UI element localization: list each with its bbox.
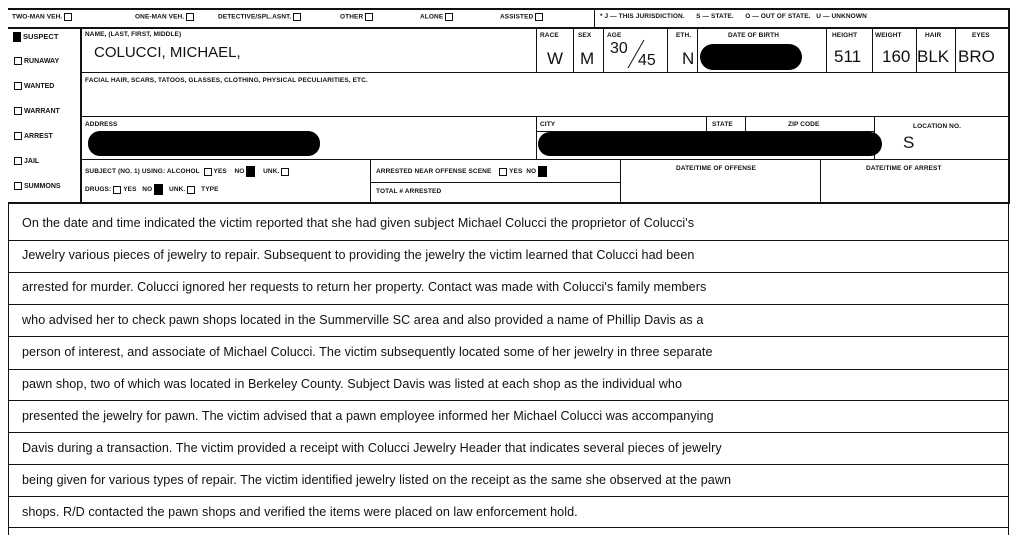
two-man-veh-label (12, 13, 74, 21)
alcohol-unk-label: UNK. (263, 168, 280, 176)
side-wanted (12, 82, 54, 90)
suspect-checkbox-checked[interactable] (13, 32, 21, 42)
side-wanted-label: WANTED (24, 82, 55, 90)
alone-label (420, 13, 455, 21)
drugs-no-label: NO (142, 186, 153, 194)
side-arrest-label: ARREST (24, 132, 53, 140)
age-value-2: 45 (638, 52, 656, 69)
detective-label (218, 13, 303, 21)
rule (706, 117, 707, 131)
jail-checkbox[interactable] (14, 157, 22, 165)
race-value: W (547, 49, 564, 68)
side-warrant (12, 107, 60, 115)
two-man-veh-text: TWO-MAN VEH. (12, 13, 63, 21)
narrative-line: On the date and time indicated the victim reported that she had given subject Michael Colucci the proprietor of Colucci's (22, 216, 695, 230)
location-label: LOCATION NO. (913, 123, 962, 130)
hair-value: BLK (917, 47, 950, 66)
dt-arrest-label: DATE/TIME OF ARREST (866, 165, 942, 172)
subject-name: COLUCCI, MICHAEL, (94, 44, 241, 61)
narrative-line: pawn shop, two of which was located in Berkeley County. Subject Davis was listed at each shop as the individual who (22, 377, 683, 391)
rule (573, 28, 574, 72)
arrested-near-yes-checkbox[interactable] (499, 168, 507, 176)
hair-label: HAIR (925, 32, 942, 39)
wanted-checkbox[interactable] (14, 82, 22, 90)
arrested-near-row (376, 166, 549, 177)
state-label: STATE (712, 121, 733, 128)
eyes-value: BRO (958, 47, 995, 66)
weight-value: 160 (882, 47, 911, 66)
alcohol-row (85, 166, 291, 177)
name-label: NAME, (LAST, FIRST, MIDDLE) (85, 31, 182, 38)
dt-offense-label: DATE/TIME OF OFFENSE (676, 165, 756, 172)
rule (8, 8, 1010, 10)
rule (8, 527, 1009, 528)
rule (536, 28, 537, 72)
runaway-checkbox[interactable] (14, 57, 22, 65)
arrest-checkbox[interactable] (14, 132, 22, 140)
assisted-text: ASSISTED (500, 13, 534, 21)
other-checkbox[interactable] (365, 13, 373, 21)
rule (8, 464, 1009, 465)
arrested-near-no-checkbox-checked[interactable] (538, 166, 547, 177)
rule (81, 72, 1009, 73)
arrested-near-no-label: NO (526, 168, 537, 176)
drugs-yes-checkbox[interactable] (113, 186, 121, 194)
alcohol-unk-checkbox[interactable] (281, 168, 289, 176)
rule (8, 27, 1010, 29)
sex-value: M (580, 49, 595, 68)
rule (81, 159, 1009, 160)
rule (697, 28, 698, 72)
other-text: OTHER (340, 13, 364, 21)
detective-text: DETECTIVE/SPL.ASNT. (218, 13, 292, 21)
side-summons (12, 182, 61, 190)
rule (620, 160, 621, 202)
alone-checkbox[interactable] (445, 13, 453, 21)
rule (370, 160, 371, 202)
jurisdiction-legend: * J — THIS JURISDICTION. S — STATE. O — OUT OF STATE. U — UNKNOWN (600, 13, 867, 20)
city-zip-redaction (538, 132, 882, 156)
dob-label: DATE OF BIRTH (728, 32, 780, 39)
sex-label: SEX (578, 32, 592, 39)
detective-checkbox[interactable] (293, 13, 301, 21)
dob-redaction (700, 44, 802, 70)
eth-value: N (682, 49, 695, 68)
height-label: HEIGHT (832, 32, 858, 39)
alone-text: ALONE (420, 13, 444, 21)
narrative-line: Jewelry various pieces of jewelry to repair. Subsequent to providing the jewelry the victim learned that Colucci had been (22, 248, 695, 262)
rule (667, 28, 668, 72)
arrested-near-label: ARRESTED NEAR OFFENSE SCENE (376, 168, 492, 176)
rule (8, 369, 1009, 370)
drugs-unk-label: UNK. (169, 186, 186, 194)
warrant-checkbox[interactable] (14, 107, 22, 115)
side-jail-label: JAIL (24, 157, 40, 165)
narrative-line: person of interest, and associate of Michael Colucci. The victim subsequently located some of her jewelry in three separate (22, 345, 713, 359)
age-label: AGE (607, 32, 622, 39)
drugs-type-label: TYPE (201, 186, 219, 194)
narrative-line: being given for various types of repair. The victim identified jewelry listed on the receipt as the same she observed at the pawn (22, 473, 732, 487)
age-value-1: 30 (610, 40, 628, 57)
rule (8, 496, 1009, 497)
arrested-near-yes-label: YES (509, 168, 523, 176)
alcohol-no-checkbox-checked[interactable] (246, 166, 255, 177)
rule (826, 28, 827, 72)
summons-checkbox[interactable] (14, 182, 22, 190)
race-label: RACE (540, 32, 559, 39)
rule (594, 9, 595, 28)
rule (8, 432, 1009, 433)
side-arrest (12, 132, 53, 140)
rule (8, 202, 1010, 204)
rule (955, 28, 956, 72)
side-jail (12, 157, 39, 165)
rule (1008, 8, 1010, 204)
alcohol-label: ALCOHOL (166, 168, 200, 176)
rule (820, 160, 821, 202)
alcohol-yes-label: YES (213, 168, 227, 176)
using-label: SUBJECT (NO. 1) USING: (85, 168, 166, 176)
drugs-label: DRUGS: (85, 186, 112, 194)
rule (8, 304, 1009, 305)
rule (8, 272, 1009, 273)
total-arrested-label: TOTAL # ARRESTED (376, 188, 442, 195)
facial-label: FACIAL HAIR, SCARS, TATOOS, GLASSES, CLOTHING, PHYSICAL PECULIARITIES, ETC. (85, 77, 368, 84)
side-warrant-label: WARRANT (24, 107, 60, 115)
address-label: ADDRESS (85, 121, 118, 128)
drugs-yes-label: YES (123, 186, 137, 194)
rule (872, 28, 873, 72)
zip-label: ZIP CODE (788, 121, 820, 128)
address-redaction (88, 131, 320, 156)
rule (8, 336, 1009, 337)
side-summons-label: SUMMONS (24, 182, 61, 190)
rule (745, 117, 746, 131)
side-runaway (12, 57, 59, 65)
location-value: S (903, 133, 915, 152)
weight-label: WEIGHT (875, 32, 902, 39)
other-label (340, 13, 375, 21)
one-man-veh-label (135, 13, 196, 21)
drugs-row (85, 184, 219, 195)
assisted-label (500, 13, 545, 21)
rule (8, 240, 1009, 241)
side-runaway-label: RUNAWAY (24, 57, 60, 65)
eth-label: ETH. (676, 32, 692, 39)
eyes-label: EYES (972, 32, 990, 39)
rule (370, 182, 621, 183)
two-man-checkbox[interactable] (64, 13, 72, 21)
narrative-line: arrested for murder. Colucci ignored her requests to return her property. Contact was made with Colucci's family members (22, 280, 707, 294)
alcohol-yes-checkbox[interactable] (204, 168, 212, 176)
alcohol-no-label: NO (234, 168, 245, 176)
narrative-line: presented the jewelry for pawn. The victim advised that a pawn employee informed her Michael Colucci was accompanying (22, 409, 714, 423)
height-value: 511 (834, 47, 862, 66)
rule (536, 117, 537, 159)
one-man-veh-text: ONE-MAN VEH. (135, 13, 185, 21)
city-label: CITY (540, 121, 556, 128)
rule (603, 28, 604, 72)
narrative-line: Davis during a transaction. The victim provided a receipt with Colucci Jewelry Header that indicates several pieces of jewelry (22, 441, 722, 455)
rule (8, 400, 1009, 401)
side-suspect (11, 32, 58, 42)
assisted-checkbox[interactable] (535, 13, 543, 21)
drugs-unk-checkbox[interactable] (187, 186, 195, 194)
drugs-no-checkbox-checked[interactable] (154, 184, 163, 195)
rule (81, 116, 1009, 117)
narrative-line: who advised her to check pawn shops located in the Summerville SC area and also provided a name of Phillip Davis as a (22, 313, 704, 327)
side-suspect-label: SUSPECT (23, 32, 59, 41)
one-man-checkbox[interactable] (186, 13, 194, 21)
narrative-line: shops. R/D contacted the pawn shops and verified the items were placed on law enforcement hold. (22, 505, 578, 519)
